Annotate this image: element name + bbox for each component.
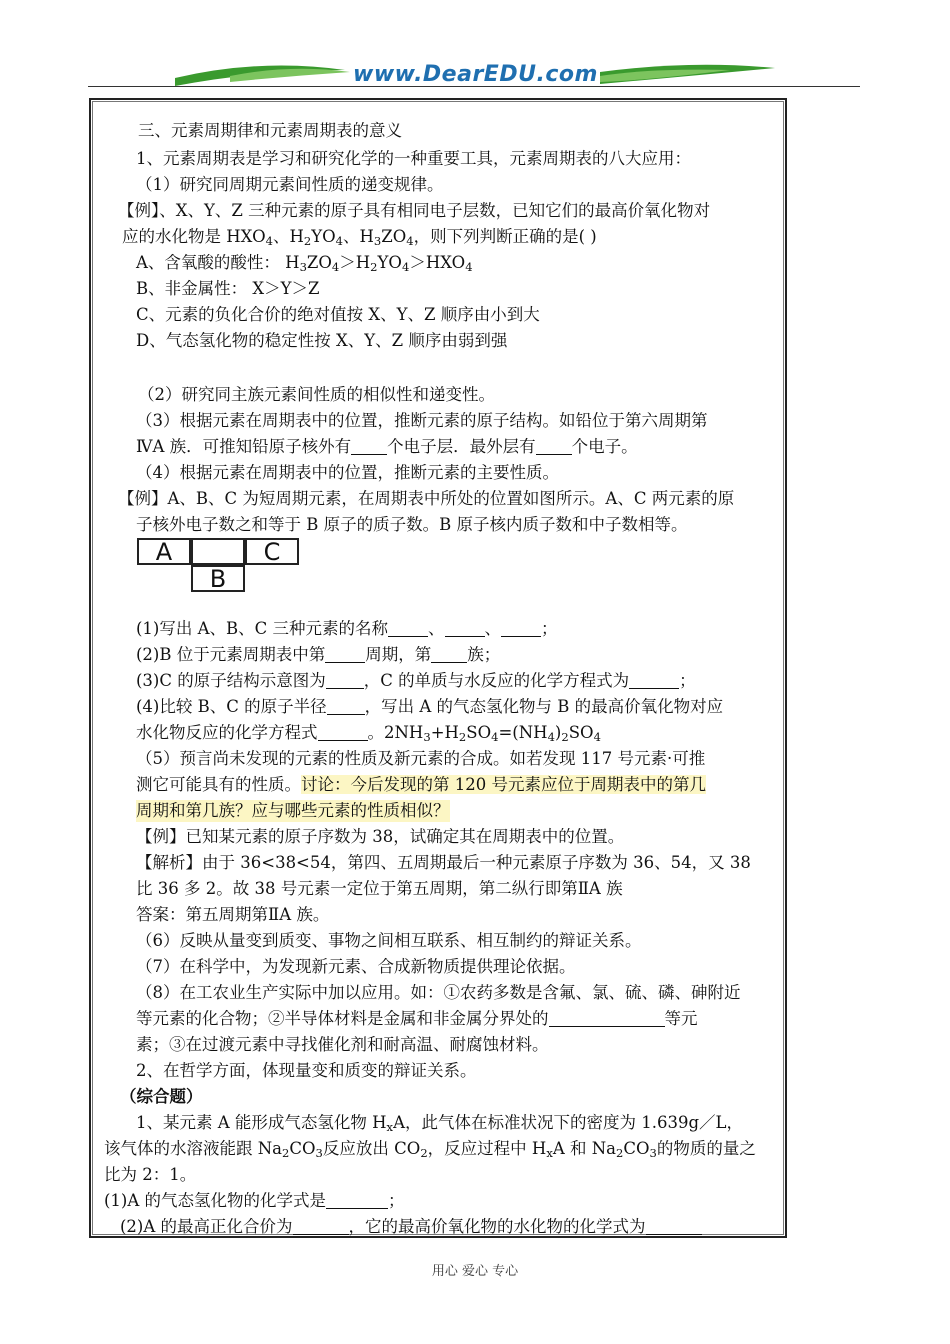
text-line: （8）在工农业生产实际中加以应用。如：①农药多数是含氟、氯、硫、磷、砷附近 [136, 983, 741, 1002]
discussion-highlight: 讨论：今后发现的第 120 号元素应位于周期表中的第几 [301, 775, 706, 794]
text-line: （2）研究同主族元素间性质的相似性和递变性。 [138, 385, 495, 404]
text-line: （3）根据元素在周期表中的位置，推断元素的原子结构。如铅位于第六周期第 [136, 411, 708, 430]
text-line: 子核外电子数之和等于 B 原子的质子数。B 原子核内质子数和中子数相等。 [136, 515, 688, 534]
problem-question-2: (2)A 的最高正化合价为 ，它的最高价氧化物的水化物的化学式为 [120, 1216, 702, 1238]
problem-line: 比为 2：1。 [104, 1165, 197, 1184]
text-line: 素；③在过渡元素中寻找催化剂和耐高温、耐腐蚀材料。 [136, 1035, 549, 1054]
cell-a: A [137, 538, 191, 565]
comprehensive-heading: （综合题） [120, 1087, 203, 1106]
text-line: 2、在哲学方面，体现量变和质变的辩证关系。 [136, 1061, 477, 1080]
site-logo-text: www.DearEDU.com [353, 62, 598, 87]
question-4: (4)比较 B、C 的原子半径 ，写出 A 的气态氢化物与 B 的最高价氧化物对应 [136, 697, 724, 716]
section-heading: 三、元素周期律和元素周期表的意义 [138, 121, 402, 140]
problem-question-1: (1)A 的气态氢化物的化学式是 ； [104, 1191, 405, 1210]
text-line: （7）在科学中，为发现新元素、合成新物质提供理论依据。 [136, 957, 576, 976]
example-line: 【例】、X、Y、Z 三种元素的原子具有相同电子层数，已知它们的最高价氧化物对 [118, 201, 711, 220]
text-line: 等元素的化合物；②半导体材料是金属和非金属分界处的 等元 [136, 1009, 698, 1028]
example-line: 【例】A、B、C 为短周期元素，在周期表中所处的位置如图所示。A、C 两元素的原 [118, 489, 735, 508]
text-line: 1、元素周期表是学习和研究化学的一种重要工具，元素周期表的八大应用： [136, 149, 691, 168]
text-line: （1）研究同周期元素间性质的递变规律。 [136, 175, 444, 194]
text-line: 测它可能具有的性质。讨论：今后发现的第 120 号元素应位于周期表中的第几 [136, 775, 706, 794]
text-line: （5）预言尚未发现的元素的性质及新元素的合成。如若发现 117 号元素·可推 [136, 749, 706, 768]
discussion-highlight: 周期和第几族？应与哪些元素的性质相似？ [136, 801, 450, 820]
option-a: A、含氧酸的酸性： $H_3ZO_4>H_2YO_4>HXO_4$ [136, 253, 473, 274]
option-b: B、非金属性： X＞Y＞Z [136, 279, 320, 298]
text-line: （4）根据元素在周期表中的位置，推断元素的主要性质。 [136, 463, 559, 482]
cell-empty [191, 538, 245, 565]
question-2: (2)B 位于元素周期表中第 周期，第 族； [136, 645, 501, 664]
option-c: C、元素的负化合价的绝对值按 X、Y、Z 顺序由小到大 [136, 305, 540, 324]
question-1: (1)写出 A、B、C 三种元素的名称 、 、 ； [136, 619, 558, 638]
analysis-line: 【解析】由于 36<38<54，第四、五周期最后一种元素原子序数为 36、54，又 38 [136, 853, 751, 872]
example-line: 应的水化物是 $HXO_4$、$H_2YO_4$、$H_3ZO_4$，则下列判断正确的是( ) [122, 227, 597, 248]
text-line: （6）反映从量变到质变、事物之间相互联系、相互制约的辩证关系。 [136, 931, 642, 950]
question-3: (3)C 的原子结构示意图为 ，C 的单质与水反应的化学方程式为 ； [136, 671, 696, 690]
answer-line: 答案：第五周期第ⅡA 族。 [136, 905, 330, 924]
analysis-line: 比 36 多 2。故 38 号元素一定位于第五周期，第二纵行即第ⅡA 族 [136, 879, 623, 898]
option-d: D、气态氢化物的稳定性按 X、Y、Z 顺序由弱到强 [136, 331, 508, 350]
problem-line: 1、某元素 A 能形成气态氢化物 $H_xA$，此气体在标准状况下的密度为 1.639g／L， [136, 1113, 743, 1134]
text-line: ⅣA 族．可推知铅原子核外有 个电子层．最外层有 个电子。 [136, 437, 638, 456]
page-footer: 用心 爱心 专心 [431, 1264, 519, 1279]
question-4-cont: 水化物反应的化学方程式 。$2NH_3+H_2SO_4=(NH_4)_2SO_4$ [136, 723, 601, 744]
example-line: 【例】已知某元素的原子序数为 38，试确定其在周期表中的位置。 [136, 827, 625, 846]
cell-b: B [191, 565, 245, 592]
problem-line: 该气体的水溶液能跟 $Na_2CO_3$反应放出 $CO_2$，反应过程中 $H_xA$ 和 $Na_2CO_3$的物质的量之 [104, 1139, 756, 1160]
cell-c: C [245, 538, 299, 565]
